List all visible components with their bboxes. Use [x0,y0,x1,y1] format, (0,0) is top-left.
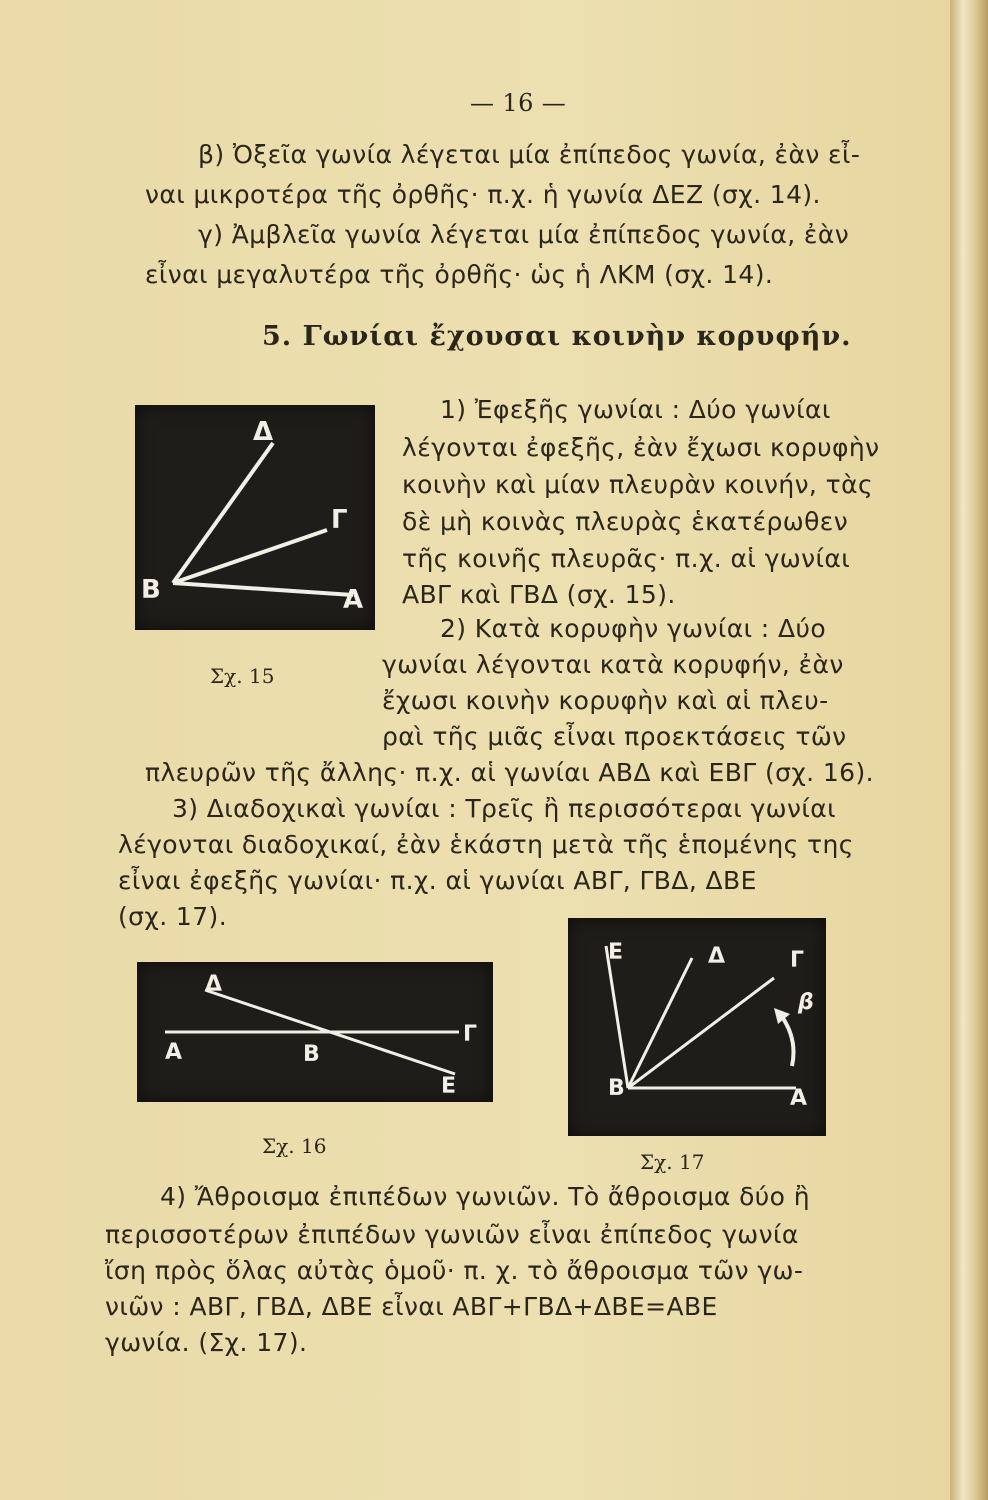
text-line-7: κοινὴν καὶ μίαν πλευρὰν κοινήν, τὰς [402,470,874,499]
text-line-15: πλευρῶν τῆς ἄλλης· π.χ. αἱ γωνίαι ΑΒΔ καὶ ΕΒΓ (σχ. 16). [145,758,874,787]
label-delta: Δ [205,972,223,997]
text-line-6: λέγονται ἐφεξῆς, ἐὰν ἔχωσι κορυφὴν [402,433,880,462]
book-binding-edge [950,0,988,1500]
ray-bg [173,530,327,583]
label-delta: Δ [253,417,274,447]
page-number: — 16 — [470,89,567,117]
label-beta: Β [303,1042,320,1067]
text-line-12: γωνίαι λέγονται κατὰ κορυφήν, ἐὰν [382,650,844,679]
angle-arrowhead [774,1008,790,1024]
figure-16 [137,962,493,1102]
text-line-23: νιῶν : ΑΒΓ, ΓΒΔ, ΔΒΕ εἶναι ΑΒΓ+ΓΒΔ+ΔΒΕ=ΑΒΕ [105,1292,718,1321]
ray-ba [173,583,353,595]
caption-figure-17: Σχ. 17 [640,1150,705,1174]
text-line-8: δὲ μὴ κοινὰς πλευρὰς ἑκατέρωθεν [402,507,849,536]
text-line-21: περισσοτέρων ἐπιπέδων γωνιῶν εἶναι ἐπίπεδος γωνία [105,1220,799,1249]
text-line-17: λέγονται διαδοχικαί, ἐὰν ἑκάστη μετὰ τῆς ἑπομένης της [118,830,854,859]
ray-bd [173,443,273,583]
label-gamma: Γ [331,505,348,535]
text-line-20: 4) Ἄθροισμα ἐπιπέδων γωνιῶν. Τὸ ἄθροισμα δύο ἢ [160,1182,810,1211]
text-line-24: γωνία. (Σχ. 17). [105,1328,308,1357]
text-line-13: ἔχωσι κοινὴν κορυφὴν καὶ αἱ πλευ- [382,686,829,715]
text-line-5: 1) Ἐφεξῆς γωνίαι : Δύο γωνίαι [440,395,831,424]
text-line-9: τῆς κοινῆς πλευρᾶς· π.χ. αἱ γωνίαι [402,544,851,573]
figure-17 [568,918,826,1136]
label-epsilon: Ε [608,940,624,965]
text-line-22: ἴση πρὸς ὅλας αὐτὰς ὁμοῦ· π. χ. τὸ ἄθροισμα τῶν γω- [105,1256,804,1285]
label-alpha: Α [790,1086,808,1111]
ray-bg [628,978,774,1088]
figure-16-lines [137,962,493,1102]
label-beta: Β [608,1076,625,1101]
label-gamma: Γ [463,1022,478,1047]
label-alpha: Α [165,1040,183,1065]
section-heading: 5. Γωνίαι ἔχουσαι κοινὴν κορυφήν. [262,321,852,352]
caption-figure-16: Σχ. 16 [262,1134,327,1158]
caption-figure-15: Σχ. 15 [210,664,275,688]
figure-17-lines [568,918,826,1136]
label-beta: Β [141,575,161,605]
text-line-19: (σχ. 17). [118,902,228,931]
text-line-2: ναι μικροτέρα τῆς ὀρθῆς· π.χ. ἡ γωνία ΔΕΖ (σχ. 14). [145,180,821,209]
text-line-1: β) Ὀξεῖα γωνία λέγεται μία ἐπίπεδος γωνία, ἐὰν εἶ- [198,140,861,169]
text-line-18: εἶναι ἐφεξῆς γωνίαι· π.χ. αἱ γωνίαι ΑΒΓ, ΓΒΔ, ΔΒΕ [118,866,757,895]
figure-15 [135,405,375,630]
angle-arc [780,1014,794,1066]
label-gamma: Γ [790,948,805,973]
label-delta: Δ [708,944,726,969]
text-line-4: εἶναι μεγαλυτέρα τῆς ὀρθῆς· ὡς ἡ ΛΚΜ (σχ. 14). [145,260,774,289]
text-line-14: ραὶ τῆς μιᾶς εἶναι προεκτάσεις τῶν [382,722,847,751]
text-line-16: 3) Διαδοχικαὶ γωνίαι : Τρεῖς ἢ περισσότεραι γωνίαι [172,794,836,823]
label-epsilon: Ε [441,1074,457,1099]
label-beta-angle: β [798,990,814,1015]
label-alpha: Α [343,585,364,615]
text-line-10: ΑΒΓ καὶ ΓΒΔ (σχ. 15). [402,580,676,609]
ray-be [606,946,628,1088]
text-line-11: 2) Κατὰ κορυφὴν γωνίαι : Δύο [440,614,827,643]
text-line-3: γ) Ἀμβλεῖα γωνία λέγεται μία ἐπίπεδος γωνία, ἐὰν [198,220,850,249]
ray-bd [628,958,692,1088]
